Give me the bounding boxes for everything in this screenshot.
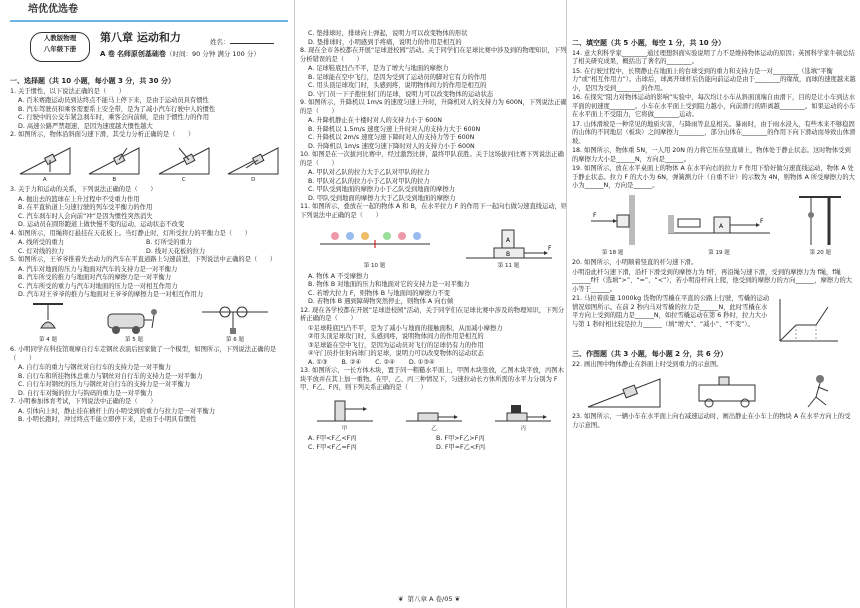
option: D. 汽车对王爷爷的推力与地面对王爷爷的摩擦力是一对相互作用力 (18, 291, 204, 298)
option: D. 运动员在圆形跑道上做快慢不变的运动，运动状态不改变 (18, 221, 185, 228)
figures-q10-q11 (300, 222, 568, 271)
option: B. 自行车和所挂物体总重力与钢丝对自行车的支持力是一对平衡力 (18, 372, 203, 380)
cart-figure (689, 371, 769, 411)
badge-line1: 人教版物理 (43, 34, 77, 42)
ornament-left: ❦ (397, 595, 406, 603)
incline-figure-c: C (157, 142, 211, 185)
wall-press-figure: F 第 18 题 (583, 193, 643, 258)
paper-header (10, 32, 288, 64)
pole-climb-figure: 第 20 题 (795, 193, 845, 258)
statement: ①足球鞋底凹凸不平，是为了减小与地面的接触面积，从而减小摩擦力 (308, 324, 503, 332)
option: A. 自行车的重力与钢丝对自行车的支持力是一对平衡力 (18, 364, 172, 371)
question-11: 11. 如图所示，叠放在一起的物体 A 和 B，在水平拉力 F 的作用下一起向右做匀速直线运动，则下列说法中正确的是（ ） (300, 203, 568, 219)
option: C. 甲队受到地面的摩擦力小于乙队受到地面的摩擦力 (308, 186, 455, 193)
q4-options (10, 239, 288, 248)
question-10: 10. 如图是在一次拔河比赛中，经过激烈比拼，最终甲队获胜。关于这场拔河比赛下列说法正确的是（ ） (300, 151, 564, 167)
option: D. 守门员一下子抱住射门的足球，说明力可以改变物体的运动状态 (308, 90, 494, 98)
svg-text:F: F (592, 211, 597, 219)
svg-text:A: A (505, 237, 510, 244)
subtitle-c: （时间：90 分钟 满分 100 分） (165, 50, 260, 58)
option: B. ②④ (341, 358, 362, 366)
subtitle-a: A 卷 (100, 50, 115, 58)
question-17: 17. 山体滑坡是一种常见的地质灾害，与降雨等息息相关。暴雨时，由于雨水浸入，有些本来不够稳固的山体的不同地层（板块）之间摩擦力________，部分山体在________的作用下向下滑动而导致山体滑坡。 (572, 120, 856, 145)
option: B. 汽车驾驶员和乘客需要系上安全带，是为了减小汽车行驶中人的惯性 (18, 105, 216, 113)
option: C. F甲<F乙=F丙 (308, 443, 357, 451)
question-13: 13. 如图所示，一长方体木块，置于同一粗糙水平面上，甲图木块竖放，乙图木块平放，丙图木块平放并在其上加一重物。在甲、乙、丙三种情况下，匀速拉动长方体所需的水平力分别为 F甲、F乙、F丙，则下列关系正确的是（ ） (300, 367, 564, 391)
option: C. 升降机以 2m/s 速度匀速下降时对人的支持力等于 600N (308, 134, 475, 141)
hanging-lamp-figure: 第 4 题 (28, 302, 68, 345)
option: B. 物体 B 对地面的压力和地面对它的支持力是一对平衡力 (308, 281, 470, 288)
option: C. 用头顶足球攻门时，头感到疼，说明物体间力的作用是相互的 (308, 82, 487, 89)
subtitle-b: 名师原创基础卷 (116, 50, 166, 58)
option: D. 高速公路严禁超速，是因为速度越大惯性越大 (18, 122, 153, 130)
option: B. 足球能在空中飞行，是因为受到了运动员的脚对它有力的作用 (308, 73, 487, 81)
q12-options (300, 359, 568, 368)
option: C. 垫排球时，排球向上弹起，说明力可以改变物体的形状 (308, 30, 468, 37)
paper-subtitle (100, 50, 260, 59)
statement: ④守门员扑住射向球门的足球，说明力可以改变物体的运动状态 (308, 350, 484, 357)
runner-figure (794, 371, 844, 411)
column-right (566, 0, 856, 608)
question-9: 9. 如图所示，升降机以 1m/s 的速度匀速上升时，升降机对人的支持力为 600N，下列说法正确的是（ ） (300, 99, 567, 115)
brand-title: 培优优选卷 (28, 4, 78, 15)
block-figure-bing: 丙 (493, 395, 553, 434)
option: A. ①③ (308, 358, 328, 366)
incline-block-figure (584, 371, 664, 411)
question-22: 22. 画出图中物体静止在斜面上时受到重力的示意图。 (572, 360, 723, 368)
question-12: 12. 现在各学校都在开展“足球进校园”活动，关于同学们在足球比赛中涉及的物理知识，下列分析正确的是（ ） (300, 306, 565, 322)
block-figure-jia: 甲 (315, 395, 375, 434)
option: A. 线所受的重力 (18, 239, 64, 246)
page-footer (0, 594, 860, 603)
option: D. 升降机以 1m/s 速度匀速下降时对人的支持力小于 600N (308, 142, 475, 150)
section-2-title: 二、填空题（共 5 小题，每空 1 分，共 10 分） (572, 39, 726, 47)
brand-bar (10, 6, 288, 22)
option: C. 行驶中的公交车紧急刹车时，乘客会向前倾，是由于惯性力的作用 (18, 114, 210, 121)
incline-figure-b: B (87, 142, 141, 185)
question-20: 20. 如图所示，小明顺着竖直的杆匀速下滑。 (572, 259, 698, 266)
option: C. 汽车所受的重力与汽车对地面的压力是一对相互作用力 (18, 282, 178, 290)
stacked-blocks-figure: A B F 第 11 题 (464, 222, 554, 271)
statement: ③足球能在空中飞行，是因为运动员对飞行的足球仍有力的作用 (308, 341, 484, 349)
question-15: 15. 在行驶过程中，长期静止在地面上的台球受到的重力和支持力是一对________（选填“平衡力”或“相互作用力”）。击球后，球离开球杆后仍能向前运动是由于________的缘故，而球的速度越来越小，是因为受到________的作用。 (572, 67, 856, 92)
question-20-detail: 小明沿此杆匀速下滑，沿杆下滑受到的摩擦力为 f杆，再沿绳匀速下滑，受到的摩擦力为 f绳，f绳______f杆（选填“>”、“=”、“<”），若小明沿杆向上爬，他受到的摩擦力的方向______，摩擦力的大小等于______。 (572, 268, 853, 293)
figure-q2 (10, 142, 288, 185)
option: C. 灯对线的拉力 (18, 247, 65, 255)
option: B. 甲队对乙队的拉力小于乙队对甲队的拉力 (308, 177, 430, 185)
option: B. F甲>F乙>F丙 (436, 435, 485, 442)
incline-figure-d: D (226, 142, 280, 185)
option: D. 甲队受到地面的摩擦力大于乙队受到地面的摩擦力 (308, 194, 456, 202)
option: D. F甲=F乙<F丙 (436, 443, 486, 451)
option: A. 足球鞋底凹凸不平，是为了增大与地面的摩擦力 (308, 65, 449, 72)
question-14: 14. 意大利科学家________通过理想斜面实验说明了力不是维持物体运动的原因；英国科学家牛顿总结了相关研究成果，概括出了著名的________。 (572, 49, 855, 65)
option: C. 若增大拉力 F，则物体 B 与地面间的摩擦力不变 (308, 289, 450, 297)
figures-q18-q20 (572, 193, 856, 258)
svg-text:A: A (718, 222, 724, 230)
ornament-right: ❦ (454, 595, 463, 603)
option: A. F甲<F乙<F丙 (308, 435, 357, 442)
statement: ②用头顶足球攻门时，头感到疼，说明物体间力的作用是相互的 (308, 333, 484, 340)
footer-label: 第八章 A 卷/05 (407, 595, 453, 603)
chapter-title: 第八章 运动和力 (100, 31, 181, 44)
option: A. 升降机静止在十楼时对人的支持力小于 600N (308, 117, 442, 124)
option: C. ②④ (375, 358, 395, 366)
option: D. ①③④ (408, 358, 435, 366)
option: A. 引体向上时，静止挂在横杆上的小明受到的重力与拉力是一对平衡力 (18, 407, 216, 415)
question-16: 16. 在探究“阻力对物体运动的影响”实验中，每次均让小车从斜面顶端自由滑下，目的是让小车到达水平面的初速度________。小车在水平面上受到阻力越小，向前滑行的距离越________。如果运动的小车在水平面上不受阻力，它将做________运动。 (572, 94, 856, 118)
incline-figure-a: A (18, 142, 72, 185)
option: B. 汽车所受的推力与地面对汽车的摩擦力是一对平衡力 (18, 274, 172, 281)
badge-line2: 八年级下册 (43, 45, 77, 53)
option: D. 自行车对绳的拉力与钩码的重力是一对平衡力 (18, 389, 153, 397)
option: B. 升降机以 1.5m/s 速度匀速上升时对人的支持力大于 600N (308, 125, 481, 133)
option: D. 垫排球时，小明感到手疼痛，说明力的作用是相互的 (308, 38, 462, 46)
question-7: 7. 小明参加体育考试，下列说法中正确的是（ ） (10, 398, 157, 405)
bicycle-wire-figure: 第 6 题 (200, 302, 270, 345)
svg-text:B: B (505, 251, 510, 258)
tug-of-war-figure: 第 10 题 (315, 222, 435, 271)
option: A. 甲队对乙队的拉力大于乙队对甲队的拉力 (308, 169, 430, 176)
svg-text:F: F (759, 217, 764, 225)
figure-q13 (300, 395, 568, 434)
q13-options-2 (300, 444, 568, 453)
option: C. 自行车对钢丝的压力与钢丝对自行车的支持力是一对平衡力 (18, 381, 191, 388)
question-21: 21. 马拉着质量 1000kg 货物的雪橇在平直的公路上行驶，雪橇的运动情况如图所示。在前 2 秒内马对雪橇的拉力是______N，此时雪橇在水平方向上受到的阻力是______N，如拉雪橇运动在第 6 秒时，拉力大小与第 1 秒时相比较是拉力______（填“增大”、“减小”、“不变”）。 (572, 295, 770, 328)
question-6: 6. 小明同学在科技馆观摩自行车走钢丝表演后回家做了一个模型，如图所示，下列说法正确的是（ ） (10, 346, 277, 362)
question-21-block (572, 295, 856, 347)
velocity-time-graph (772, 295, 842, 347)
question-4: 4. 如图所示，用绳将灯悬挂在天花板上。当灯静止时，灯所受拉力的平衡力是（ ） (10, 229, 251, 237)
q13-options (300, 435, 568, 444)
option: B. 在平直轨道上匀速行驶的列车受平衡力的作用 (18, 204, 153, 211)
question-2: 2. 如图所示，物体沿斜面匀速下滑，其受力分析正确的是（ ） (10, 131, 195, 138)
question-8: 8. 现在全市各校都在开展“足球进校园”活动。关于同学们在足球比赛中涉及到的物理知识，下列分析错误的是（ ） (300, 47, 567, 63)
question-1: 1. 关于惯性，以下说法正确的是（ ） (10, 87, 126, 95)
spring-scale-figure: A F 第 19 题 (664, 193, 774, 258)
option: C. 汽车刹车时人会向前“冲”是因为惯性突然消失 (18, 212, 153, 220)
column-left (10, 0, 288, 608)
option: B. 灯所受的重力 (146, 239, 193, 246)
block-figure-yi: 乙 (404, 395, 464, 434)
option: B. 小明长跑时，冲过终点不能立即停下来，是由于小明具有惯性 (18, 416, 197, 423)
question-3: 3. 关于力和运动的关系，下列说法正确的是（ ） (10, 186, 157, 193)
question-5: 5. 如图所示，王爷爷推着失去动力的汽车在平直道路上匀速前进，下列说法中正确的是（ ） (10, 256, 277, 263)
name-label: 姓名： (210, 38, 230, 46)
name-field[interactable] (210, 38, 274, 47)
figures-q22-q23 (572, 371, 856, 411)
svg-text:F: F (547, 245, 551, 252)
section-1-title: 一、选择题（共 10 小题，每小题 3 分，共 30 分） (10, 77, 175, 85)
section-3-title: 三、作图题（共 3 小题，每小题 2 分，共 6 分） (572, 350, 728, 358)
q4-options-2 (10, 248, 288, 257)
option: A. 汽车对地面的压力与地面对汽车的支持力是一对平衡力 (18, 265, 178, 273)
option: A. 抛出去的篮球在上升过程中不受重力作用 (18, 195, 140, 203)
question-19: 19. 如图所示，放在水平桌面上的物体 A 在水平向右的拉力 F 作用下恰好做匀速直线运动，物体 A 处于静止状态。拉力 F 的大小为 6N，弹簧测力计（自重不计）的示数为 4N，则物体 A 所受摩擦力的大小为______N，方向是______。 (572, 165, 855, 189)
option: D. 若物体 B 遇到障碍物突然停止，则物体 A 向右倾 (308, 298, 454, 305)
question-23: 23. 如图所示，一辆小车在水平面上向右减速运动时，画出静止在小车上的物块 A 在水平方向上的受力示意图。 (572, 413, 851, 429)
option: A. 百米赛跑运动员到达终点不能马上停下来，是由于运动员具有惯性 (18, 97, 209, 104)
column-middle (294, 0, 568, 608)
option: A. 物体 A 不受摩擦力 (308, 272, 369, 280)
edition-badge (30, 32, 90, 62)
pushing-car-figure: 第 5 题 (104, 302, 164, 345)
question-18: 18. 如图所示，物体重 5N，一人用 20N 的力将它压在竖直墙上，物体处于静止状态。这时物体受到的摩擦力大小是______N，方向是______。 (572, 147, 851, 163)
figures-q4-q6 (10, 302, 288, 345)
option: D. 线对天花板的拉力 (146, 247, 206, 255)
